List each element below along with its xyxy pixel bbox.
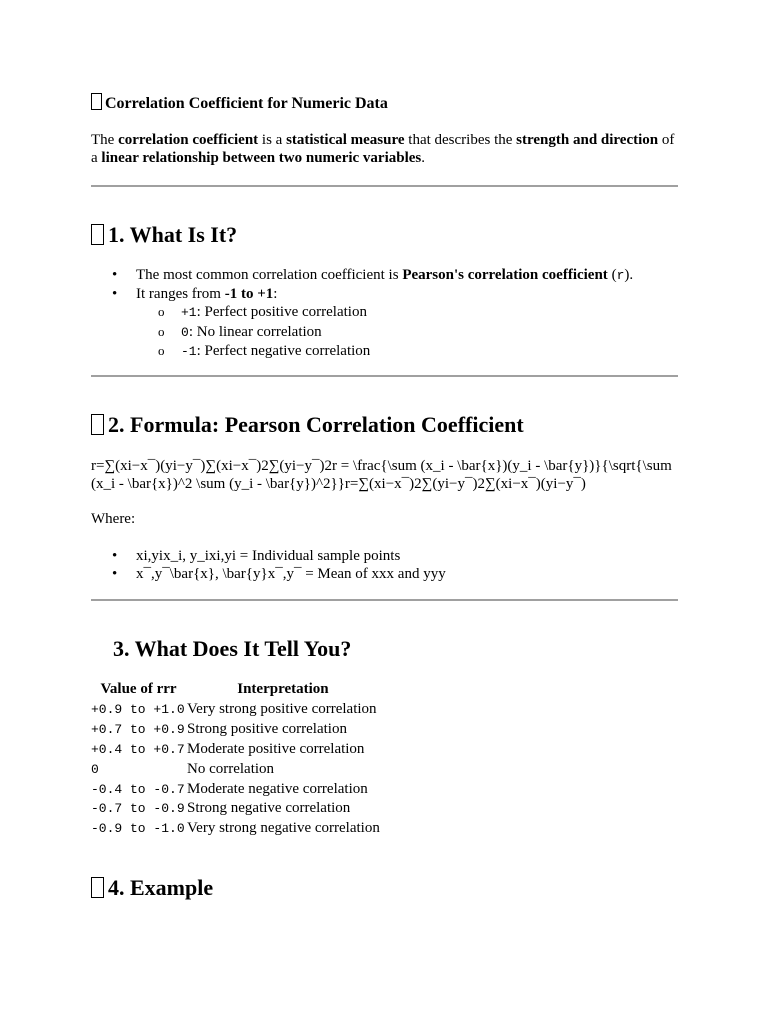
- sub-list-item-text: : No linear correlation: [188, 323, 322, 340]
- table-row: [91, 700, 380, 720]
- table-row: [91, 759, 380, 779]
- inline-code: +1: [181, 305, 197, 320]
- value-cell: +0.9 to +1.0: [91, 702, 185, 718]
- value-cell: -0.7 to -0.9: [91, 801, 185, 817]
- list-item: [91, 285, 678, 362]
- interpretation-table: [91, 680, 380, 839]
- missing-glyph-box-icon: [91, 93, 102, 110]
- section-heading-what-does-it-tell: [113, 636, 351, 662]
- range-sublist: [136, 303, 678, 362]
- table-row: [91, 720, 380, 740]
- interpretation-cell: Moderate negative correlation: [187, 780, 368, 797]
- intro-text: .: [421, 150, 426, 166]
- interpretation-cell: Strong positive correlation: [187, 721, 347, 738]
- intro-text: The: [91, 132, 119, 148]
- sub-list-item: [91, 303, 678, 323]
- section-heading-text: 2. Formula: Pearson Correlation Coefficient: [108, 412, 524, 437]
- missing-glyph-box-icon: [91, 224, 104, 245]
- interpretation-cell: No correlation: [187, 760, 275, 777]
- horizontal-rule: [91, 185, 678, 187]
- list-item-text: It ranges from: [136, 286, 225, 302]
- interpretation-cell: Moderate positive correlation: [187, 740, 365, 757]
- intro-bold-term: correlation coefficient: [118, 132, 259, 148]
- horizontal-rule: [91, 375, 678, 377]
- value-cell: -0.9 to -1.0: [91, 821, 185, 837]
- list-item-bold: -1 to +1: [224, 286, 274, 302]
- section-heading-what-is-it: [91, 222, 237, 248]
- section-heading-text: 3. What Does It Tell You?: [113, 636, 352, 661]
- document-title-text: Correlation Coefficient for Numeric Data: [105, 95, 388, 112]
- where-label: Where:: [91, 511, 136, 527]
- table-row: [91, 779, 380, 799]
- interpretation-cell: Very strong positive correlation: [187, 701, 377, 718]
- value-cell: +0.4 to +0.7: [91, 741, 185, 757]
- intro-bold-term: strength and direction: [516, 132, 659, 148]
- missing-glyph-box-icon: [91, 877, 104, 898]
- intro-text: that describes the: [404, 132, 517, 148]
- value-cell: 0: [91, 761, 99, 777]
- where-list: [91, 547, 678, 583]
- intro-bold-term: statistical measure: [286, 132, 405, 148]
- interpretation-cell: Strong negative correlation: [187, 800, 351, 817]
- what-is-it-list: [91, 266, 678, 362]
- column-header-value: Value of rrr: [100, 681, 177, 697]
- list-item-text: ).: [624, 267, 634, 283]
- list-item: [91, 266, 678, 285]
- table-header-row: [91, 680, 380, 700]
- intro-bold-term: linear relationship between two numeric variables: [101, 150, 422, 166]
- intro-text: of a: [91, 132, 675, 166]
- interpretation-cell: Very strong negative correlation: [187, 820, 380, 837]
- list-item-text: The most common correlation coefficient is: [136, 267, 403, 283]
- list-item-text: :: [273, 286, 278, 302]
- list-item: • xi,yix_i, y_ixi,yi = Individual sample points: [91, 547, 678, 565]
- pearson-formula: r=∑(xi−x¯)(yi−y¯)∑(xi−x¯)2∑(yi−y¯)2r = \frac{\sum (x_i - \bar{x})(y_i - \bar{y})}{\sqrt{\sum (x_i - \bar{x})^2 \sum (y_i - \bar{y})^2}}r=∑(xi−x¯)2∑(yi−y¯)2∑(xi−x¯)(yi−y¯): [91, 458, 672, 492]
- section-heading-example: [91, 875, 213, 901]
- list-item-text: (: [607, 267, 617, 283]
- section-heading-text: 4. Example: [108, 875, 214, 900]
- value-cell: -0.4 to -0.7: [91, 781, 185, 797]
- intro-paragraph: [91, 131, 678, 167]
- intro-text: is a: [258, 132, 287, 148]
- table-row: [91, 740, 380, 760]
- value-cell: +0.7 to +0.9: [91, 722, 185, 738]
- missing-glyph-box-icon: [91, 414, 104, 435]
- list-item-bold: Pearson's correlation coefficient: [402, 267, 608, 283]
- sub-list-item-text: : Perfect positive correlation: [196, 304, 367, 320]
- inline-code: -1: [181, 344, 197, 359]
- table-row: [91, 819, 380, 839]
- sub-list-item: [91, 323, 678, 343]
- inline-code: r: [616, 268, 625, 283]
- table-row: [91, 799, 380, 819]
- inline-code: 0: [181, 324, 189, 340]
- document-title: [91, 93, 388, 113]
- sub-list-item-text: : Perfect negative correlation: [196, 343, 371, 359]
- list-item: • x¯,y¯\bar{x}, \bar{y}x¯,y¯ = Mean of xxx and yyy: [91, 565, 678, 583]
- column-header-interpretation: Interpretation: [237, 681, 329, 697]
- section-heading-text: 1. What Is It?: [108, 222, 238, 247]
- horizontal-rule: [91, 599, 678, 601]
- section-heading-formula: [91, 412, 524, 438]
- sub-list-item: [91, 342, 678, 362]
